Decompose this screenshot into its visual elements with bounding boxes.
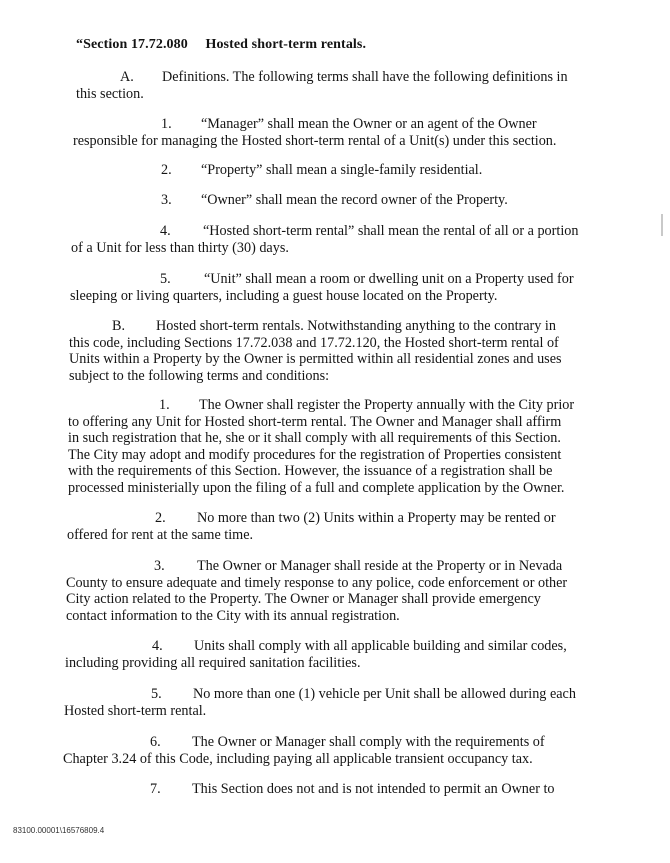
paragraph-label: 5. [160,271,171,287]
definition-hosted-rental [71,223,578,256]
paragraph-label: 6. [150,734,161,750]
paragraph-line: City action related to the Property. The Owner or Manager shall provide emergency [66,591,541,607]
paragraph-line: No more than two (2) Units within a Property may be rented or [197,510,556,526]
paragraph-line: Definitions. The following terms shall have the following definitions in [162,69,568,85]
paragraph-line: This Section does not and is not intended to permit an Owner to [192,781,555,797]
paragraph-line: No more than one (1) vehicle per Unit shall be allowed during each [193,686,576,702]
paragraph-line: Hosted short-term rental. [64,702,207,719]
condition-building-codes [65,638,567,671]
paragraph-line: to offering any Unit for Hosted short-term rental. The Owner and Manager shall affirm [68,413,562,430]
paragraph-label: B. [112,318,126,334]
paragraph-line: responsible for managing the Hosted short-term rental of a Unit(s) under this section. [73,132,557,149]
paragraph-label: 5. [151,686,162,702]
paragraph-line: this section. [76,85,144,102]
paragraph-line: “Hosted short-term rental” shall mean the rental of all or a portion [203,223,579,239]
paragraph-label: 2. [155,510,166,526]
paragraph-line: of a Unit for less than thirty (30) days. [71,239,289,256]
paragraph-label: 1. [161,116,172,132]
paragraph-line: “Property” shall mean a single-family residential. [201,162,483,178]
paragraph-line: Units shall comply with all applicable building and similar codes, [194,638,567,654]
paragraph-a [76,69,568,102]
paragraph-label: 1. [159,397,170,413]
paragraph-line: with the requirements of this Section. However, the issuance of a registration shall be [68,463,553,479]
paragraph-line: this code, including Sections 17.72.038 and 17.72.120, the Hosted short-term rental of [69,334,559,351]
condition-residence [66,558,567,624]
paragraph-line: County to ensure adequate and timely response to any police, code enforcement or other [66,574,568,591]
paragraph-line: “Manager” shall mean the Owner or an agent of the Owner [201,116,537,132]
paragraph-line: The Owner or Manager shall comply with the requirements of [192,734,545,750]
paragraph-label: A. [120,69,134,85]
scan-edge-mark [661,214,663,236]
paragraph-line: Units within a Property by the Owner is permitted within all residential zones and uses [69,351,562,367]
paragraph-line: processed ministerially upon the filing of a full and complete application by the Owner. [68,479,565,496]
section-title: Hosted short-term rentals. [205,37,367,52]
condition-vehicle-limit [64,686,576,719]
condition-occupancy-tax [63,734,545,767]
paragraph-label: 3. [161,192,172,208]
paragraph-line: in such registration that he, she or it shall comply with all requirements of this Section. [68,430,561,446]
paragraph-line: Hosted short-term rentals. Notwithstanding anything to the contrary in [156,318,556,334]
definition-unit [70,271,574,304]
paragraph-line: Chapter 3.24 of this Code, including paying all applicable transient occupancy tax. [63,750,533,767]
paragraph-line: The Owner or Manager shall reside at the Property or in Nevada [197,558,563,574]
paragraph-line: subject to the following terms and conditions: [69,367,330,384]
paragraph-label: 2. [161,162,172,178]
condition-registration [68,397,574,496]
section-number: “Section 17.72.080 [76,37,188,52]
condition-unit-limit [67,510,556,543]
paragraph-label: 3. [154,558,165,574]
definition-manager [73,116,556,149]
section-heading [76,37,366,53]
paragraph-line: The Owner shall register the Property annually with the City prior [199,397,575,413]
paragraph-line: including providing all required sanitation facilities. [65,654,361,671]
paragraph-label: 7. [150,781,161,797]
paragraph-line: offered for rent at the same time. [67,526,254,543]
footer-document-reference: 83100.00001\16576809.4 [13,826,105,835]
paragraph-line: “Owner” shall mean the record owner of the Property. [201,192,508,208]
definition-owner [161,192,508,209]
paragraph-line: sleeping or living quarters, including a guest house located on the Property. [70,287,498,304]
paragraph-line: “Unit” shall mean a room or dwelling unit on a Property used for [204,271,574,287]
paragraph-b [69,318,562,384]
paragraph-label: 4. [160,223,171,239]
definition-property [161,162,482,179]
paragraph-label: 4. [152,638,163,654]
condition-not-permit [150,781,555,798]
paragraph-line: The City may adopt and modify procedures for the registration of Properties consistent [68,446,562,463]
paragraph-line: contact information to the City with its annual registration. [66,607,400,624]
